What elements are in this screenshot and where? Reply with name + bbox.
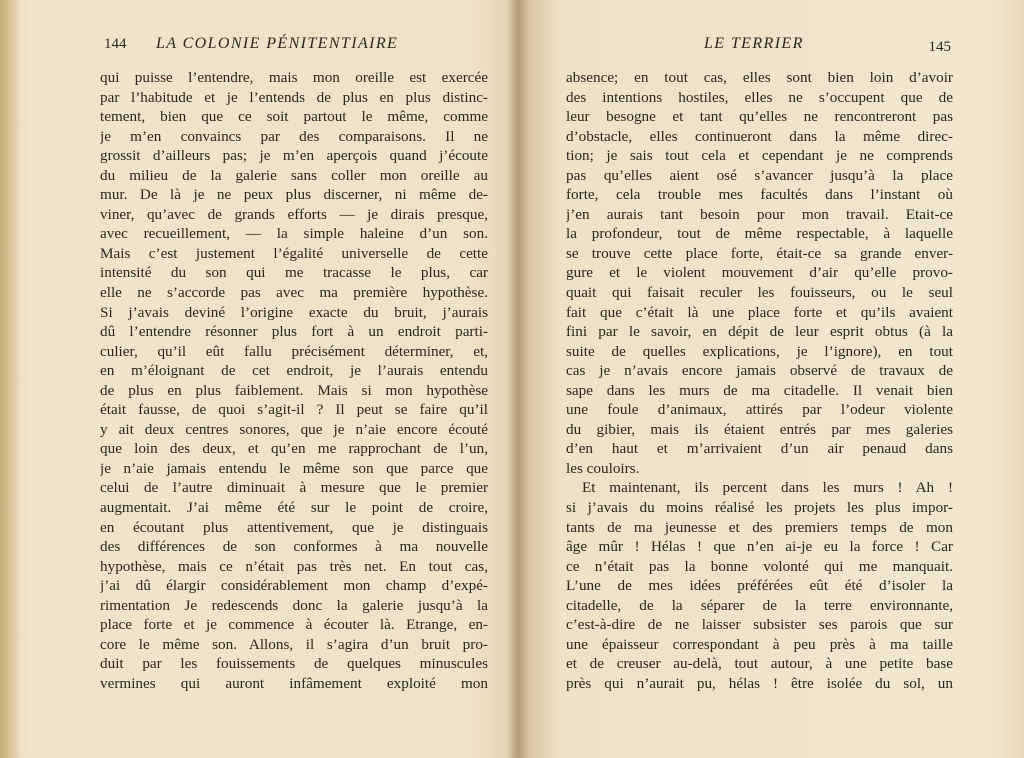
text-line: celui de l’autre diminuait à mesure que le premier bbox=[100, 479, 488, 497]
text-line: une épaisseur correspondant à peu près à ma taille bbox=[566, 635, 953, 653]
text-line: d’en haut et m’arrivaient d’un air penaud dans bbox=[566, 440, 953, 458]
text-line: du milieu de la galerie sans coller mon oreille au bbox=[100, 166, 488, 184]
text-line: duit par les fouissements de quelques minuscules bbox=[100, 655, 488, 673]
text-line: en m’éloignant de cet endroit, je l’aurais entendu bbox=[100, 362, 488, 380]
page-number: 144 bbox=[104, 36, 127, 52]
text-line: se trouve cette place forte, était-ce sa grande enver- bbox=[566, 244, 953, 262]
text-line: était fausse, de quoi s’agit-il ? Il peut se faire qu’il bbox=[100, 401, 488, 419]
text-line: j’ai dû élargir considérablement mon champ d’expé- bbox=[100, 577, 488, 595]
text-line: viner, qu’avec de grands efforts — je dirais presque, bbox=[100, 205, 488, 223]
text-line: âge mûr ! Hélas ! que n’en ai-je eu la force ! Car bbox=[566, 538, 953, 556]
text-line: culier, qu’il eût fallu précisément déterminer, et, bbox=[100, 342, 488, 360]
text-line: leur besogne et tant qu’elles ne rencontreront pas bbox=[566, 108, 953, 126]
text-line: tement, bien que ce soit partout le même, comme bbox=[100, 108, 488, 126]
text-line: intensité du son qui me tracasse le plus, car bbox=[100, 264, 488, 282]
text-line: par l’habitude et je l’entends de plus en plus distinc- bbox=[100, 88, 488, 106]
text-line: suite de quelles explications, je l’ignore), en tout bbox=[566, 342, 953, 360]
left-page-header bbox=[100, 35, 488, 57]
text-line: près qui n’aurait pu, hélas ! être isolée du sol, un bbox=[566, 674, 953, 692]
left-page bbox=[100, 0, 488, 758]
text-line: Mais c’est justement l’égalité universelle de cette bbox=[100, 244, 488, 262]
text-line: des intentions hostiles, elles ne s’occupent que de bbox=[566, 88, 953, 106]
text-line: forte, cela trouble mes facultés dans l’instant où bbox=[566, 186, 953, 204]
running-head: LA COLONIE PÉNITENTIAIRE bbox=[156, 35, 399, 52]
text-line: augmentait. J’ai même été sur le point de croire, bbox=[100, 499, 488, 517]
text-line: gure et le violent mouvement d’air qu’elle provo- bbox=[566, 264, 953, 282]
book-gutter bbox=[508, 0, 530, 758]
text-line: une foule d’animaux, attirés par l’odeur violente bbox=[566, 401, 953, 419]
text-line: les couloirs. bbox=[566, 459, 640, 477]
text-line: mur. De là je ne peux plus discerner, ni même de- bbox=[100, 186, 488, 204]
text-line: Et maintenant, ils percent dans les murs ! Ah ! bbox=[582, 479, 953, 497]
text-line: hypothèse, mais ce n’était pas très net. En tout cas, bbox=[100, 557, 488, 575]
text-line: de plus en plus faiblement. Mais si mon hypothèse bbox=[100, 381, 488, 399]
text-line: fini par le savoir, en dépit de leur esprit obtus (à la bbox=[566, 323, 953, 341]
text-line: des différences de son conformes à ma nouvelle bbox=[100, 538, 488, 556]
text-line: core le même son. Allons, il s’agira d’un bruit pro- bbox=[100, 635, 488, 653]
text-line: du gibier, mais ils étaient entrés par mes galeries bbox=[566, 420, 953, 438]
text-line: L’une de mes idées préférées eût été d’isoler la bbox=[566, 577, 953, 595]
text-line: je n’aie jamais entendu le même son que parce que bbox=[100, 459, 488, 477]
text-line: et de creuser au-delà, tout autour, à une petite base bbox=[566, 655, 953, 673]
text-line: Si j’avais deviné l’origine exacte du bruit, j’aurais bbox=[100, 303, 488, 321]
text-line: je m’en convaincs par des comparaisons. Il ne bbox=[100, 127, 488, 145]
text-line: qui puisse l’entendre, mais mon oreille est exercée bbox=[100, 69, 488, 86]
text-line: place forte et je commence à écouter là. Etrange, en- bbox=[100, 616, 488, 634]
text-line: en écoutant plus attentivement, que je distinguais bbox=[100, 518, 488, 536]
text-line: quait qui faisait reculer les fouisseurs, ou le seul bbox=[566, 284, 953, 302]
text-line: elle ne s’accorde pas avec ma première hypothèse. bbox=[100, 284, 488, 302]
right-page-body bbox=[566, 68, 953, 694]
text-line: pas qu’elles aient osé s’avancer jusqu’à la place bbox=[566, 166, 953, 184]
text-line: tion; je sais tout cela et cependant je ne comprends bbox=[566, 147, 953, 165]
text-line: rimentation Je redescends donc la galerie jusqu’à la bbox=[100, 596, 488, 614]
text-line: que loin des deux, et qu’en me rapprochant de l’un, bbox=[100, 440, 488, 458]
page-number: 145 bbox=[928, 39, 951, 55]
text-line: d’obstacle, elles continueront dans la même direc- bbox=[566, 127, 953, 145]
text-line: vermines qui auront infâmement exploité mon bbox=[100, 674, 488, 692]
text-line: sape dans les murs de ma citadelle. Il venait bien bbox=[566, 381, 953, 399]
text-line: y ait deux centres sonores, que je n’aie encore écouté bbox=[100, 420, 488, 438]
text-line: cas je n’avais encore jamais observé de travaux de bbox=[566, 362, 953, 380]
text-line: grossit d’ailleurs pas; je m’en aperçois quand j’écoute bbox=[100, 147, 488, 165]
text-line: tants de ma jeunesse et des premiers temps de mon bbox=[566, 518, 953, 536]
text-line: ce n’était pas la bonne volonté qui me manquait. bbox=[566, 557, 953, 575]
text-line: absence; en tout cas, elles sont bien loin d’avoir bbox=[566, 69, 953, 86]
text-line: si j’avais du moins réalisé les projets les plus impor- bbox=[566, 499, 953, 517]
page-edge bbox=[0, 0, 20, 758]
left-page-body bbox=[100, 68, 488, 694]
text-line: fait que c’était là une place forte et qu’ils avaient bbox=[566, 303, 953, 321]
text-line: avec recueillement, — la simple haleine d’un son. bbox=[100, 225, 488, 243]
text-line: la profondeur, tout de même respectable, à laquelle bbox=[566, 225, 953, 243]
right-page-header bbox=[566, 35, 953, 57]
running-head: LE TERRIER bbox=[704, 35, 804, 52]
text-line: j’en aurais tant besoin pour mon travail. Etait-ce bbox=[566, 205, 953, 223]
text-line: c’est-à-dire de ne laisser subsister ses parois que sur bbox=[566, 616, 953, 634]
right-page bbox=[566, 0, 953, 758]
text-line: dû l’entendre résonner plus fort à un endroit parti- bbox=[100, 323, 488, 341]
text-line: citadelle, de la séparer de la terre environnante, bbox=[566, 596, 953, 614]
